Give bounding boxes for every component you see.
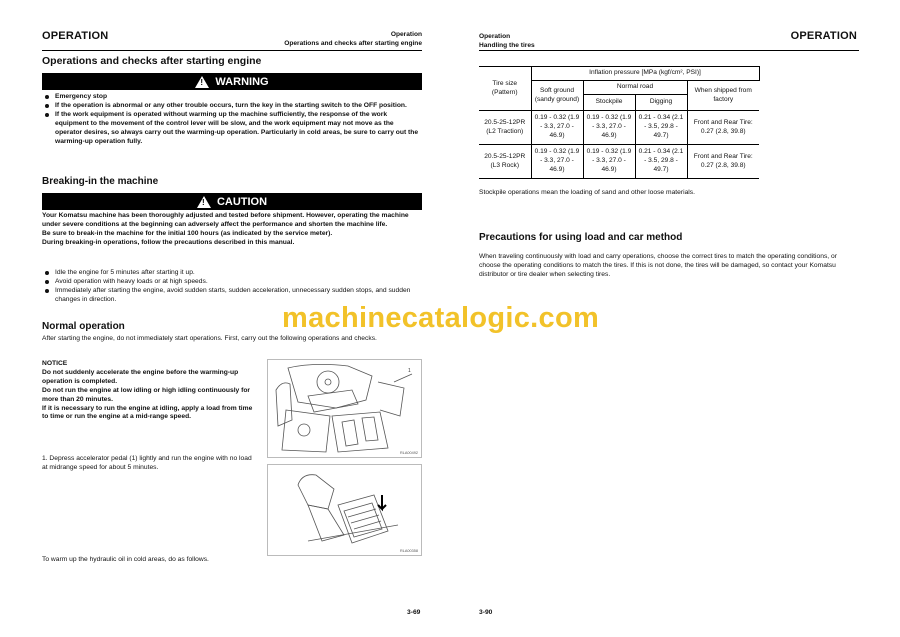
table-cell: 20.5-25-12PR (L2 Traction) <box>479 111 531 145</box>
section-title: Operations and checks after starting engine <box>42 55 262 67</box>
caution-triangle-icon <box>197 196 211 208</box>
header-title: OPERATION <box>42 30 109 42</box>
figure-1-code: RLA00492 <box>400 451 418 455</box>
inflation-header: Inflation pressure [MPa (kgf/cm², PSI)] <box>531 67 759 81</box>
header-section: Operation Operations and checks after starting engine <box>284 31 422 47</box>
digging-header: Digging <box>635 95 687 111</box>
caution-label: CAUTION <box>216 195 268 208</box>
normal-operation-title: Normal operation <box>42 321 125 332</box>
shipped-header: When shipped from factory <box>687 81 759 111</box>
notice-title: NOTICE <box>42 360 68 367</box>
list-item: Avoid operation with heavy loads or at high speeds. <box>42 278 422 287</box>
table-row <box>479 111 759 145</box>
stockpile-header: Stockpile <box>583 95 635 111</box>
header-rule-right <box>479 50 859 51</box>
page-number-right: 3-90 <box>479 609 493 616</box>
warning-label: WARNING <box>215 75 269 88</box>
list-item: If the work equipment is operated without warming up the machine sufficiently, the response of the work equipment to the movement of the control lever will be slow, and the work equipment may not move as the operator desires, so always carry out the warming-up operation. Particularly in cold areas, be sure to carry out the warming-up operation fully. <box>42 111 422 147</box>
list-item: Emergency stop <box>42 93 422 102</box>
normal-road-header: Normal road <box>583 81 687 95</box>
header-rule <box>42 50 422 51</box>
figure-2-code: RLA00358 <box>400 549 418 553</box>
stockpile-note: Stockpile operations mean the loading of sand and other loose materials. <box>479 189 695 196</box>
table-cell: Front and Rear Tire: 0.27 (2.8, 39.8) <box>687 111 759 145</box>
table-cell: 0.19 - 0.32 (1.9 - 3.3, 27.0 - 46.9) <box>583 145 635 179</box>
step-1: 1. Depress accelerator pedal (1) lightly and run the engine with no load at midrange speed for about 5 minutes. <box>42 455 252 471</box>
normal-intro: After starting the engine, do not immediately start operations. First, carry out the following operations and checks. <box>42 335 377 342</box>
pedal-illustration <box>267 464 422 556</box>
table-cell: Front and Rear Tire: 0.27 (2.8, 39.8) <box>687 145 759 179</box>
list-item: Immediately after starting the engine, avoid sudden starts, sudden acceleration, unnecessary sudden stops, and sudden changes in direction. <box>42 287 422 305</box>
table-cell: 0.19 - 0.32 (1.9 - 3.3, 27.0 - 46.9) <box>583 111 635 145</box>
table-row <box>479 145 759 179</box>
breakin-title: Breaking-in the machine <box>42 176 159 187</box>
tire-pressure-table <box>479 66 760 179</box>
table-cell: 0.19 - 0.32 (1.9 - 3.3, 27.0 - 46.9) <box>531 111 583 145</box>
warning-triangle-icon <box>195 76 209 88</box>
tire-size-header: Tire size (Pattern) <box>479 67 531 111</box>
list-item: If the operation is abnormal or any other trouble occurs, turn the key in the starting switch to the OFF position. <box>42 102 422 111</box>
soft-ground-header: Soft ground (sandy ground) <box>531 81 583 111</box>
header-title-right: OPERATION <box>790 30 857 42</box>
cab-drawing <box>268 360 421 457</box>
page-number-left: 3-69 <box>407 609 421 616</box>
table-cell: 0.21 - 0.34 (2.1 - 3.5, 29.8 - 49.7) <box>635 111 687 145</box>
svg-text:1: 1 <box>408 368 411 374</box>
warning-list <box>42 93 422 146</box>
cab-illustration <box>267 359 422 458</box>
caution-banner <box>42 193 422 210</box>
pedal-drawing <box>268 465 421 555</box>
table-cell: 20.5-25-12PR (L3 Rock) <box>479 145 531 179</box>
header-section-right: Operation Handling the tires <box>479 33 535 49</box>
precautions-text: When traveling continuously with load and carry operations, choose the correct tires to match the operating conditions, or choose the operating conditions to match the tires. If this is not done, the tires will be damaged, so contact your Komatsu distributor or tire dealer when selecting tires. <box>479 253 837 278</box>
precautions-title: Precautions for using load and car method <box>479 232 683 243</box>
table-cell: 0.19 - 0.32 (1.9 - 3.3, 27.0 - 46.9) <box>531 145 583 179</box>
notice-block: NOTICE Do not suddenly accelerate the engine before the warming-up operation is completed. Do not run the engine at low idling or high idling continuously for more than 20 minutes. If it is necessary to run the engine at idling, apply a load from time to time or run the engine at a mid-range speed. <box>42 360 256 422</box>
breakin-list <box>42 269 422 305</box>
table-cell: 0.21 - 0.34 (2.1 - 3.5, 29.8 - 49.7) <box>635 145 687 179</box>
warning-banner <box>42 73 422 90</box>
watermark: machinecatalogic.com <box>282 302 600 334</box>
caution-text: Your Komatsu machine has been thoroughly adjusted and tested before shipment. However, operating the machine under severe conditions at the beginning can adversely affect the performance and shorten the machine life. Be sure to break-in the machine for the initial 100 hours (as indicated by the service meter). During breaking-in operations, follow the precautions described in this manual. <box>42 212 409 246</box>
list-item: Idle the engine for 5 minutes after starting it up. <box>42 269 422 278</box>
closing-text: To warm up the hydraulic oil in cold areas, do as follows. <box>42 556 209 563</box>
